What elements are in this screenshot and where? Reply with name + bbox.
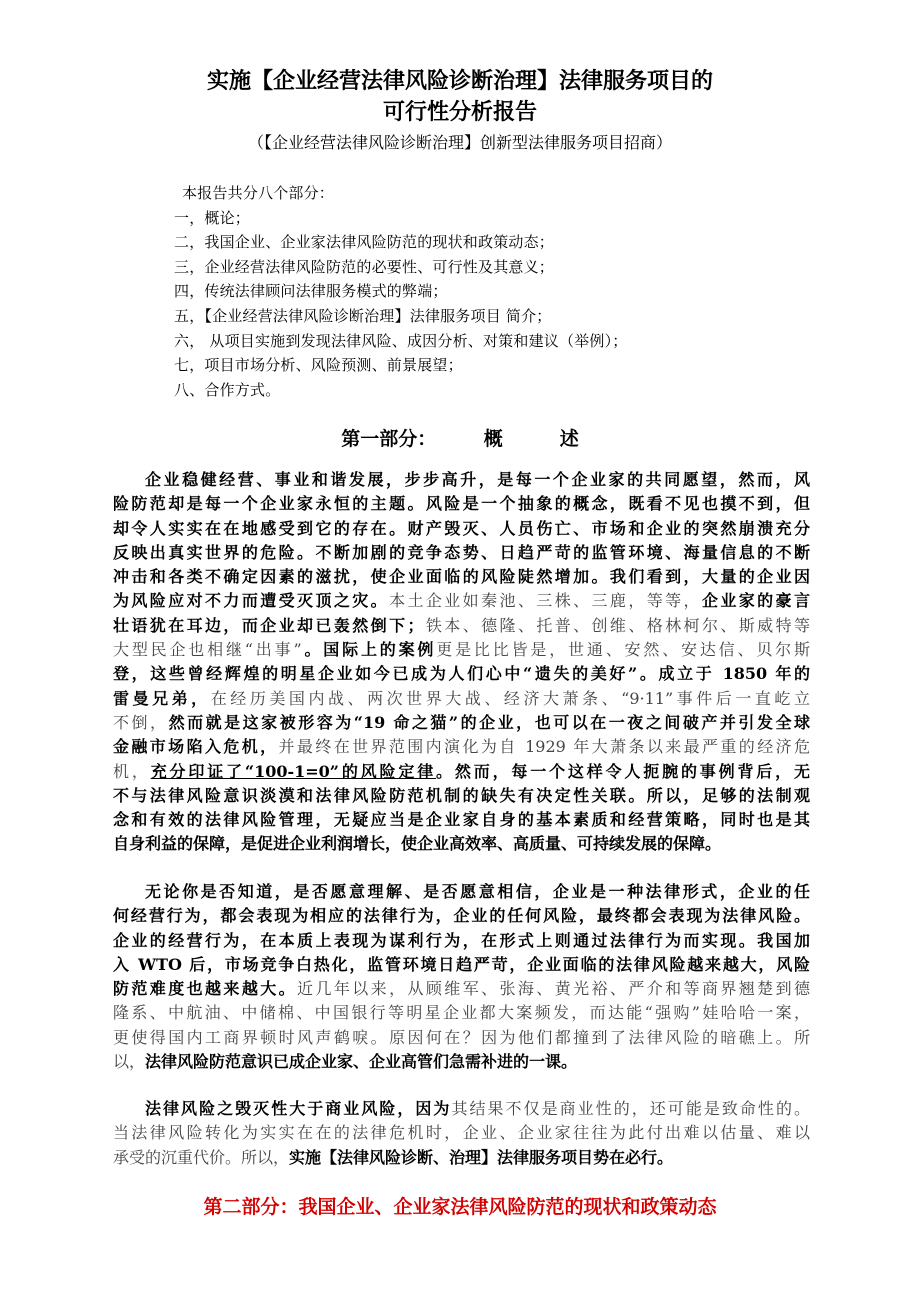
text-run: 近几年以来，从顾维军、张海、黄光裕、严介和等商界翘楚到德 — [297, 979, 810, 999]
text-run: 雷曼兄弟， — [113, 688, 211, 708]
text-run: 隆系、中航油、中储棉、中国银行等明星企业都大案频发，而达能“强购”娃哈哈一案， — [113, 1003, 810, 1023]
toc-item: 五，【企业经营法律风险诊断治理】法律服务项目 简介； — [174, 306, 552, 325]
text-run: 防范难度也越来越大。 — [113, 979, 298, 999]
report-title-line2: 可行性分析报告 — [382, 100, 537, 125]
text-run: 所以，足够的法制观 — [646, 785, 810, 805]
text-run: 冲击和各类不确定因素的滋扰，使企业面临的风险陡然增加。我们看到，大量的企业因 — [113, 567, 810, 587]
text-run: 不倒， — [113, 712, 169, 732]
text-run: 在经历美国内战、两次世界大战、经济大萧条、“9·11”事件后一直屹立 — [210, 688, 810, 708]
text-run: 企业家的豪言 — [701, 591, 810, 611]
text-run: 然而就是这家被形容为“19 命之猫”的企业，也可以在一夜之间破产并引发全球 — [168, 712, 810, 732]
text-run: 承受的沉重代价。所以， — [113, 1147, 290, 1167]
text-run: 反映出真实世界的危险。不断加剧的竞争态势、日趋严苛的监管环境、海量信息的不断 — [113, 542, 810, 562]
text-run: 何经营行为，都会表现为相应的法律行为，企业的任何风险，最终都会表现为法律风险。 — [113, 906, 810, 926]
text-run: 却令人实实在在地感受到它的存在。财产毁灭、人员伤亡、市场和企业的突然崩溃充分 — [113, 518, 810, 538]
toc-item: 三，企业经营法律风险防范的必要性、可行性及其意义； — [174, 257, 555, 276]
section1-paragraph-1 — [113, 468, 810, 857]
text-run: 为风险应对不力而遭受灭顶之灾。 — [113, 591, 390, 611]
report-subtitle: （【企业经营法律风险诊断治理】创新型法律服务项目招商） — [247, 133, 672, 152]
text-run: 。国际上的案例 — [301, 640, 437, 660]
toc-item: 六， 从项目实施到发现法律风险、成因分析、对策和建议（举例）； — [174, 331, 628, 350]
text-run: 法律风险防范意识已成企业家、企业高管们急需补进的一课。 — [145, 1052, 578, 1072]
text-run: 金融市场陷入危机， — [113, 737, 279, 757]
section1-paragraph-3 — [113, 1097, 810, 1170]
text-run: 自身利益的保障，是促进企业利润增长，使企业高效率、高质量、可持续发展的保障。 — [113, 834, 722, 854]
text-run: 当法律风险转化为实实在在的法律危机时，企业、企业家往往为此付出难以估量、难以 — [113, 1123, 810, 1143]
text-run: 机， — [113, 761, 151, 781]
text-run: 以， — [113, 1052, 146, 1072]
text-run: 企业稳健经营、事业和谐发展，步步高升，是每一个企业家的共同愿望，然而，风 — [145, 470, 810, 489]
table-of-contents — [174, 181, 774, 402]
section1-paragraph-2 — [113, 880, 810, 1074]
text-run: 其结果不仅是商业性的，还可能是致命性的。 — [451, 1099, 810, 1118]
toc-item: 八、合作方式。 — [174, 380, 281, 399]
text-run: 念和有效的法律风险管理，无疑应当是企业家自身的基本素质和经营策略，同时也是其 — [113, 810, 810, 830]
text-run: 入 WTO 后，市场竞争白热化，监管环境日趋严苛，企业面临的法律风险越来越大，风险 — [113, 954, 810, 974]
text-run: 法律风险之毁灭性大于商业风险，因为 — [145, 1099, 452, 1118]
text-run: 。然而，每一个这样令人扼腕的事例背后，无 — [436, 761, 810, 781]
text-run: 企业的经营行为，在本质上表现为谋利行为，在形式上则通过法律行为而实现。我国加 — [113, 930, 810, 950]
toc-item: 一，概论； — [174, 208, 251, 227]
section2-title: 第二部分：我国企业、企业家法律风险防范的现状和政策动态 — [203, 1196, 717, 1218]
text-run: 登，这些曾经辉煌的明星企业如今已成为人们心中“遗失的美好”。成立于 1850 年的 — [113, 664, 810, 684]
report-title-line1: 实施【企业经营法律风险诊断治理】法律服务项目的 — [206, 69, 713, 94]
text-run: 实施【法律风险诊断、治理】法律服务项目势在必行。 — [289, 1147, 674, 1167]
text-run: 险防范却是每一个企业家永恒的主题。风险是一个抽象的概念，既看不见也摸不到，但 — [113, 494, 810, 514]
section1-title: 第一部分： 概 述 — [341, 428, 579, 450]
text-run: 铁本、德隆、托普、创维、格林柯尔、斯威特等 — [423, 615, 810, 635]
toc-item: 四，传统法律顾问法律服务模式的弊端； — [174, 282, 448, 301]
text-run: 大型民企也相继“出事” — [113, 640, 302, 660]
text-run: 壮语犹在耳边，而企业却已轰然倒下； — [113, 615, 424, 635]
text-run: 并最终在世界范围内演化为自 1929 年大萧条以来最严重的经济危 — [278, 737, 810, 757]
toc-intro: 本报告共分八个部分： — [182, 184, 335, 202]
text-run: 本土企业如秦池、三株、三鹿，等等， — [389, 591, 702, 611]
text-run: 无论你是否知道，是否愿意理解、是否愿意相信，企业是一种法律形式，企业的任 — [145, 882, 810, 901]
toc-item: 七，项目市场分析、风险预测、前景展望； — [174, 356, 463, 375]
text-run: 不与法律风险意识淡漠和法律风险防范机制的缺失有决定性关联。 — [113, 785, 647, 805]
toc-item: 二，我国企业、企业家法律风险防范的现状和政策动态； — [174, 233, 555, 252]
text-run: 更使得国内工商界顿时风声鹤唳。原因何在？因为他们都撞到了法律风险的暗礁上。所 — [113, 1027, 810, 1047]
text-run: 充分印证了“100-1=0”的风险定律 — [150, 761, 437, 781]
text-run: 更是比比皆是，世通、安然、安达信、贝尔斯 — [436, 640, 810, 660]
